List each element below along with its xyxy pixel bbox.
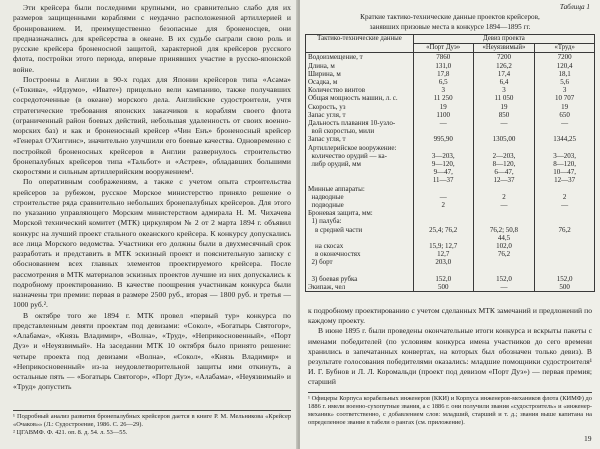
row-value: 7860 131,0 17,8 6,5 3 11 250 19 1100 —: [413, 53, 473, 136]
table-row: [306, 135, 595, 151]
table-row: [306, 185, 595, 210]
row-value: 1344,25: [535, 135, 595, 151]
footnote: ¹ Подробный анализ развития бронепалубных крейсеров дается в книге Р. М. Мельникова «Крейсер «Очаков»» (Л.: Судостроение, 1986. С. 26—29).: [13, 413, 291, 429]
left-paragraph: В октябре того же 1894 г. МТК провел «первый тур» конкурса по представленным девяти проектам под девизами: «Сокол», «Богатырь Святогор», «Алабама», «Князь Владимир», «Волна», «Труд», «Неприкосновенный», «Порт Дуэ» и «Неуязвимый». На заседании МТК 10 октября было принято решение: четыре проекта под девизами «Волна», «Сокол», «Князь Владимир» и «Неприкосновенный» из-за неудовлетворительной защиты ими откинуть, а остальные пять — «Богатырь Святогор», «Порт Дуэ», «Алабама», «Неуязвимый» и «Труд» допустить: [13, 310, 291, 392]
row-value: 2 —: [535, 185, 595, 210]
row-label: количество орудий — ка- либр орудий, мм: [306, 152, 414, 185]
row-label: Минные аппараты: надводные подводные: [306, 185, 414, 210]
row-label: Броневая защита, мм: 1) палуба: в средней части на скосах в оконечностях 2) борт 3) боевая рубка Экипаж, чел: [306, 209, 414, 292]
table-title-line: Краткие тактико-технические данные проектов крейсеров,: [360, 13, 540, 21]
project-header: «Порт Дуэ»: [413, 44, 473, 53]
footnote: ² ЦГАВМФ. Ф. 421. оп. 8. д. 54. л. 53—55.: [13, 429, 128, 437]
row-value: 76,2 152,0 500: [535, 209, 595, 292]
row-value: 995,90: [413, 135, 473, 151]
left-footnotes: [13, 410, 291, 437]
left-paragraph: По оперативным соображениям, а также с учетом опыта строительства крейсеров за рубежом, русское Морское министерство приняло решение о строительстве ряда сравнительно небольших бронепалубных крейсеров. Для этого по указанию управляющего Морским министерством адмирала Н. М. Чихачева Морской технический комитет (МТК) циркуляром № 2 от 2 марта 1894 г. объявил конкурс на лучший проект стального океанского крейсера. К конкурсу допускались все лица Морского ведомства. Участники его должны были в двухмесячный срок разработать и представить в МТК эскизный проект и пояснительную записку с обоснованием всех главных элементов проектируемого крейсера. После рассмотрения в МТК материалов эскизных проектов лучшие из них допускались к подробному проектированию. В качестве поощрения участникам конкурса были назначены три премии: первая в размере 2500 руб., вторая — 1800 руб. и третья — 1000 руб.².: [13, 177, 291, 310]
table-caption: [306, 3, 594, 32]
row-value: 76,2; 50,8 44,5 102,0 76,2 152,0 —: [473, 209, 535, 292]
row-value: 25,4; 76,2 15,9; 12,7 12,7 203,0 152,0 500: [413, 209, 473, 292]
specs-table: [305, 34, 595, 292]
project-header: «Труд»: [535, 44, 595, 53]
right-footnotes: [308, 392, 592, 427]
table-header-row: [306, 35, 595, 44]
project-header: «Неуязвимый»: [473, 44, 535, 53]
right-body-text: [308, 306, 592, 388]
param-header: Тактико-технические данные: [306, 35, 414, 53]
row-value: 7200 126,2 17,4 6,4 3 11 050 19 850 —: [473, 53, 535, 136]
right-paragraph: В июне 1895 г. были проведены окончательные итоги конкурса и вскрыты пакеты с именами победителей (по условиям конкурса имена участников до сего времени хранились в запечатанных конвертах, на которых был обозначен только девиз). В результате голосования победителями оказались: младшие помощники судостроителя¹ И. Г. Бубнов и Л. Л. Коромальди (проект под девизом «Порт Дуэ») — первая премия; старший: [308, 326, 592, 387]
row-label: Запас угля, т Артиллерийское вооружение:: [306, 135, 414, 151]
left-page: [0, 0, 298, 449]
table-label: Таблица 1: [559, 3, 590, 11]
table-row: [306, 152, 595, 185]
left-paragraph: Эти крейсера были последними крупными, но сравнительно слабо для их размеров защищенными кораблями с неудачно расположенной артиллерией и бронированием. И, преимущественно безопасные для броненосцев, они предназначались для крейсерства в океане. В их судьбе сыграли свою роль и русские крейсера броненосной защитой, характерной для крейсеров русского флота, постройки этого периода, впервые принявших участие в русско-японской войне.: [13, 3, 291, 74]
row-value: 2 —: [473, 185, 535, 210]
left-paragraph: Построены в Англии в 90-х годах для Японии крейсеров типа «Асама» («Токива», «Идзумо», «Ивате») прицельно вели кампанию, также получавших сосредоточенные (в океане) морского дела. Английские судостроители, учтя стратегические требования японских заказчиков к кораблям своего флота (ограниченный район боевых действий, небольшая удаленность от своих военно-морских баз) и как и броненосный крейсер «Чин Енъ» броненосный крейсер «Генерал О'Хиггинс», значительно улучшили его боевые качества. Одновременно с постройкой броненосных крейсеров в Англии развернулось строительство бронепалубных крейсеров типа «Тальбот» и «Астрея», обладавших большими скоростями и сильным артиллерийским вооружением¹.: [13, 74, 291, 176]
row-value: 7200 120,4 18,1 5,6 3 10 707 19 650 —: [535, 53, 595, 136]
row-value: 3—203, 8—120, 10—47, 12—37: [535, 152, 595, 185]
table-row: [306, 209, 595, 292]
row-value: 2—203, 8—120, 6—47, 12—37: [473, 152, 535, 185]
table-row: [306, 53, 595, 136]
group-header: Девиз проекта: [413, 35, 594, 44]
table-title-line: занявших призовые места в конкурсе 1894—1895 гг.: [369, 22, 531, 31]
row-value: 1305,00: [473, 135, 535, 151]
right-paragraph: к подробному проектированию с учетом сделанных МТК замечаний и предложений по каждому проекту.: [308, 306, 592, 326]
row-label: Водоизмещение, т Длина, м Ширина, м Осадка, м Количество винтов Общая мощность машин, л. с. Скорость, уз Запас угля, т Дальность плавания 10-узло- вой скоростью, мили: [306, 53, 414, 136]
page-number: 19: [584, 434, 592, 443]
footnote: ¹ Офицеры Корпуса корабельных инженеров (ККИ) и Корпуса инженеров-механиков флота (КИМФ) до 1886 г. имели военно-сухопутные звания, а с 1886 г. они получили звания «судостроитель» и «инженер-механик» соответственно, с добавлением слов: младший, старший и т. д.; звания выше капитана на определенное звание в табели о рангах (см. приложение).: [308, 395, 592, 427]
row-value: — 2: [413, 185, 473, 210]
row-value: 3—203, 9—120, 9—47, 11—37: [413, 152, 473, 185]
left-body-text: [13, 3, 291, 393]
